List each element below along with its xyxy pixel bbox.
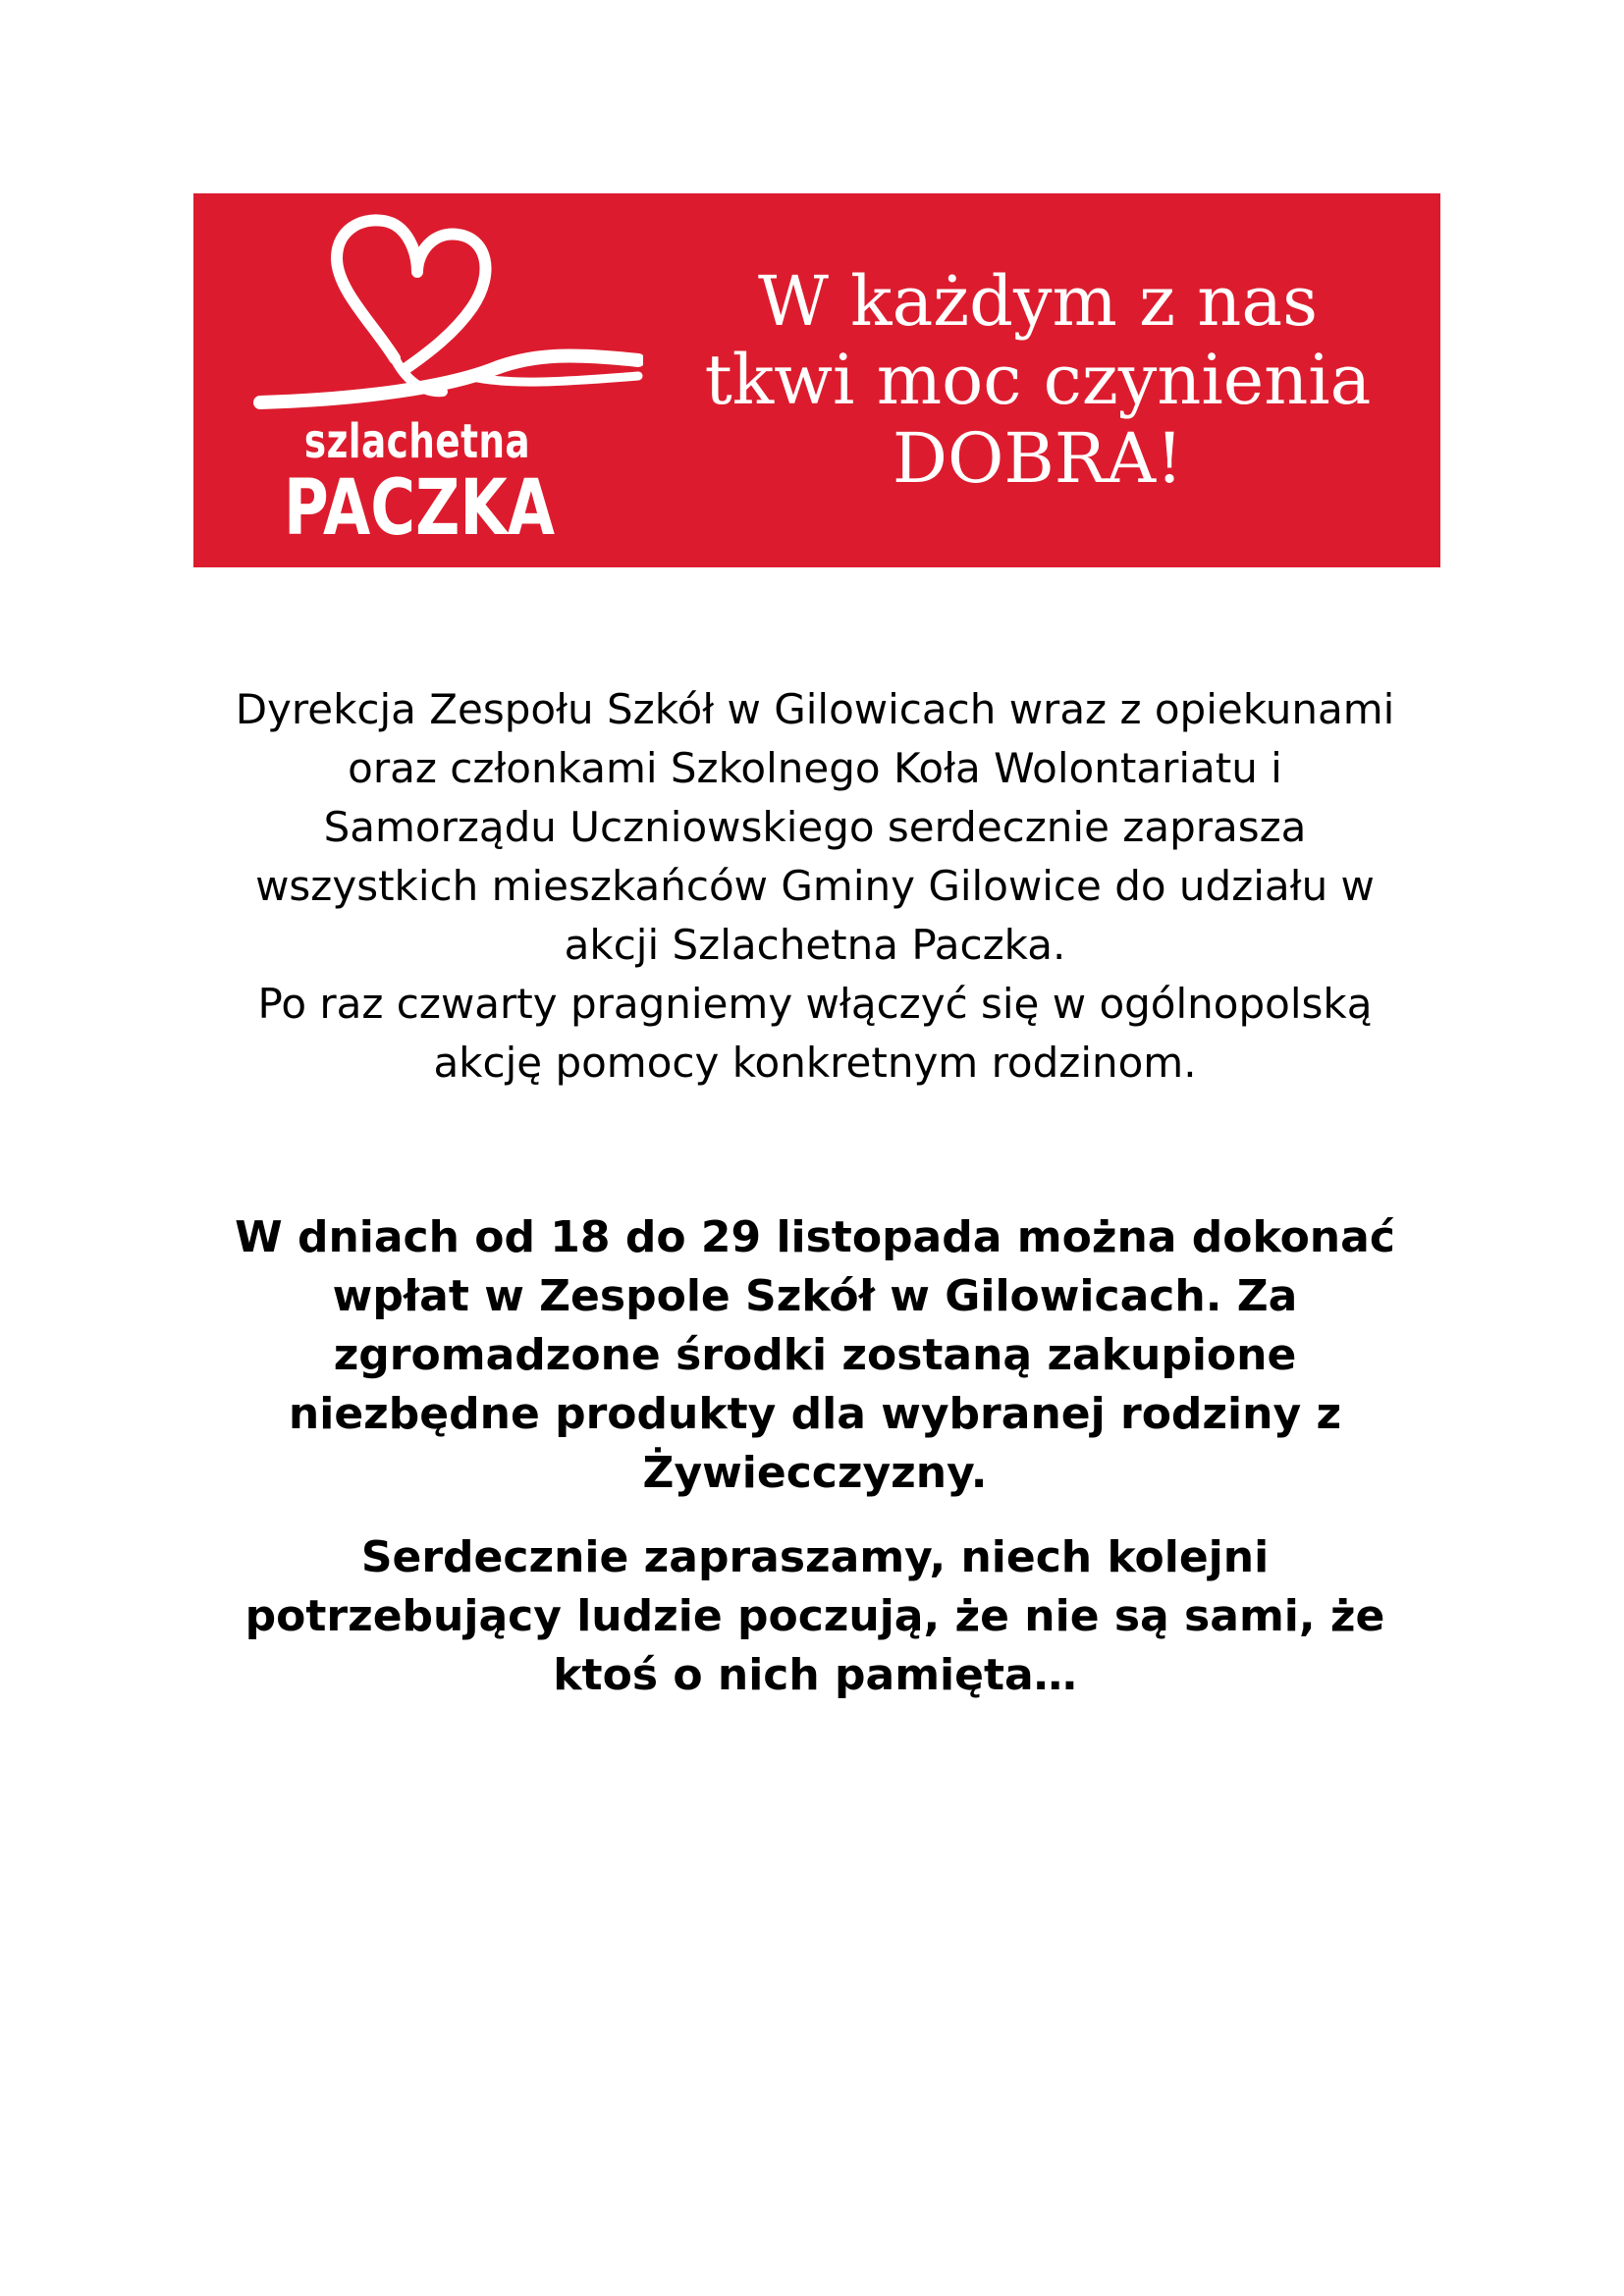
szlachetna-paczka-logo (250, 211, 643, 555)
intro-paragraph (177, 680, 1453, 1093)
campaign-banner (193, 193, 1440, 567)
slogan-line: tkwi moc czynienia (704, 340, 1372, 420)
slogan-line: W każdym z nas (757, 261, 1319, 342)
invite-line: Serdecznie zapraszamy, niech kolejni (360, 1532, 1270, 1582)
heart-ribbon-icon (250, 211, 643, 437)
intro-line: Dyrekcja Zespołu Szkół w Gilowicach wraz z opiekunami (235, 685, 1395, 733)
intro-line: oraz członkami Szkolnego Koła Wolontariatu i (348, 744, 1282, 792)
slogan-line: DOBRA! (892, 418, 1184, 499)
intro-line: wszystkich mieszkańców Gminy Gilowice do udziału w (255, 862, 1375, 910)
dates-line: zgromadzone środki zostaną zakupione (333, 1330, 1297, 1380)
logo-text-paczka: PACZKA (284, 464, 555, 553)
invite-line: potrzebujący ludzie poczują, że nie są sami, że (244, 1591, 1385, 1641)
donation-dates-paragraph (177, 1208, 1453, 1503)
invitation-paragraph (177, 1528, 1453, 1705)
intro-line: akcję pomocy konkretnym rodzinom. (433, 1039, 1197, 1087)
dates-line: wpłat w Zespole Szkół w Gilowicach. Za (332, 1271, 1298, 1321)
dates-line: W dniach od 18 do 29 listopada można dokonać (235, 1212, 1395, 1262)
intro-line: akcji Szlachetna Paczka. (564, 921, 1066, 969)
invite-line: ktoś o nich pamięta… (553, 1650, 1077, 1700)
intro-line: Po raz czwarty pragniemy włączyć się w ogólnopolską (257, 980, 1373, 1028)
dates-line: niezbędne produkty dla wybranej rodziny z (288, 1389, 1342, 1439)
logo-text-szlachetna: szlachetna (303, 414, 531, 469)
intro-line: Samorządu Uczniowskiego serdecznie zaprasza (323, 803, 1307, 851)
dates-line: Żywiecczyzny. (642, 1448, 988, 1498)
banner-slogan (665, 262, 1411, 498)
